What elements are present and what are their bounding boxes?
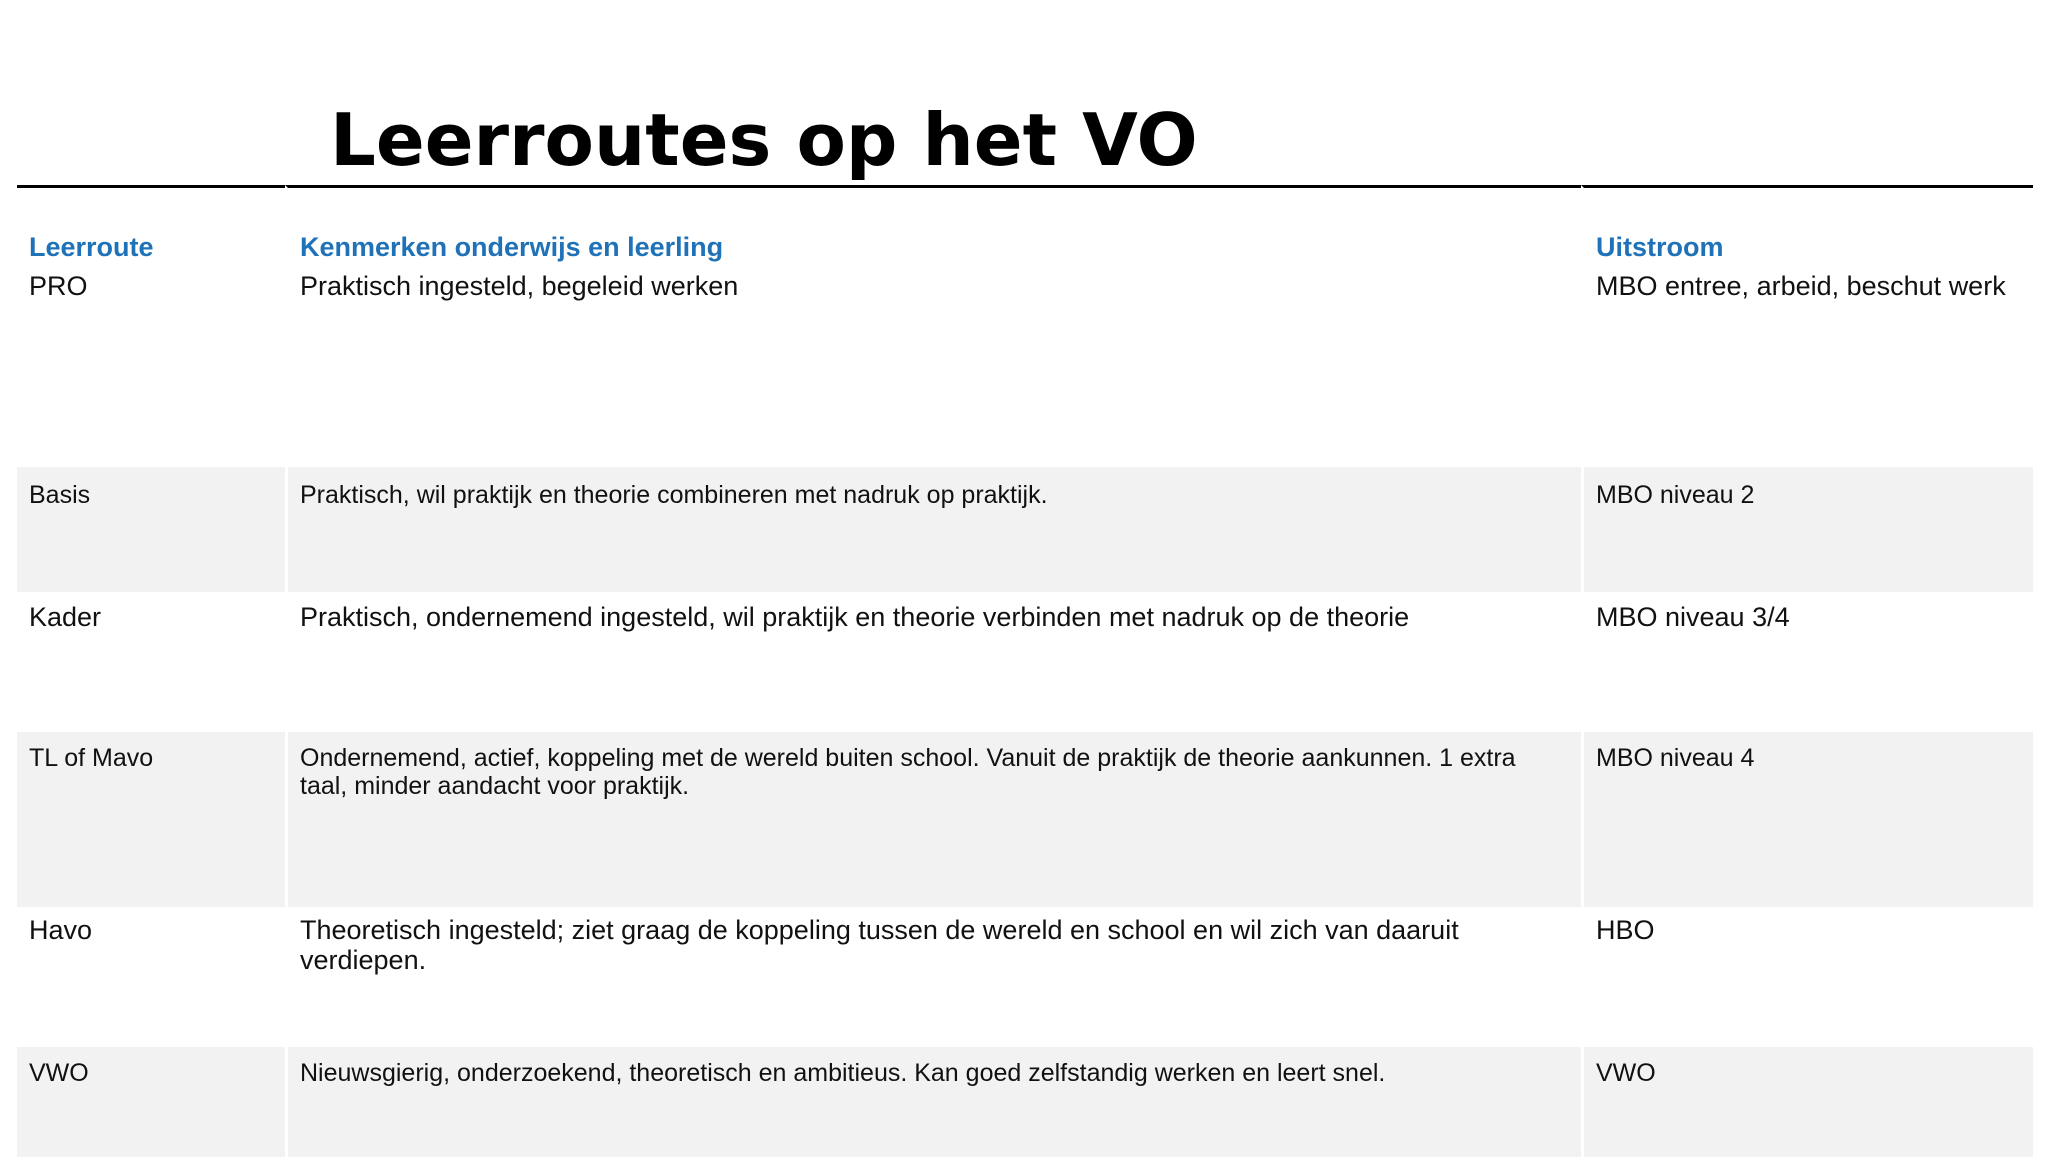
header-uitstroom: Uitstroom <box>1581 185 2033 270</box>
cell-uitstroom: VWO <box>1581 1047 2033 1157</box>
cell-kenmerken: Praktisch, wil praktijk en theorie combineren met nadruk op praktijk. <box>285 467 1581 592</box>
table-row <box>17 907 2033 1047</box>
cell-leerroute: PRO <box>29 271 88 301</box>
table-row <box>17 270 2033 467</box>
table-row <box>17 467 2033 592</box>
cell-uitstroom: HBO <box>1581 907 2033 1047</box>
header-kenmerken: Kenmerken onderwijs en leerling <box>285 185 1581 270</box>
cell-kenmerken: Praktisch ingesteld, begeleid werken <box>285 270 1581 467</box>
table-row <box>17 732 2033 907</box>
cell-leerroute: Havo <box>29 915 93 945</box>
cell-uitstroom: MBO niveau 2 <box>1581 467 2033 592</box>
cell-leerroute: TL of Mavo <box>17 732 285 907</box>
table-row <box>17 1047 2033 1157</box>
cell-uitstroom: MBO entree, arbeid, beschut werk <box>1581 270 2033 467</box>
cell-kenmerken: Praktisch, ondernemend ingesteld, wil praktijk en theorie verbinden met nadruk op de theorie <box>285 592 1581 732</box>
table-row <box>17 592 2033 732</box>
cell-leerroute: Kader <box>29 602 102 632</box>
leerroutes-table <box>17 185 2033 1157</box>
table-header-row <box>17 185 2033 270</box>
header-leerroute: Leerroute <box>17 185 285 270</box>
cell-uitstroom: MBO niveau 4 <box>1581 732 2033 907</box>
cell-leerroute: VWO <box>17 1047 285 1157</box>
cell-kenmerken: Nieuwsgierig, onderzoekend, theoretisch en ambitieus. Kan goed zelfstandig werken en leert snel. <box>285 1047 1581 1157</box>
cell-uitstroom: MBO niveau 3/4 <box>1581 592 2033 732</box>
slide-title: Leerroutes op het VO <box>330 98 1198 182</box>
cell-kenmerken: Theoretisch ingesteld; ziet graag de koppeling tussen de wereld en school en wil zich van daaruit verdiepen. <box>285 907 1581 1047</box>
cell-leerroute: Basis <box>17 467 285 592</box>
cell-kenmerken: Ondernemend, actief, koppeling met de wereld buiten school. Vanuit de praktijk de theorie aankunnen. 1 extra taal, minder aandacht voor praktijk. <box>285 732 1581 907</box>
